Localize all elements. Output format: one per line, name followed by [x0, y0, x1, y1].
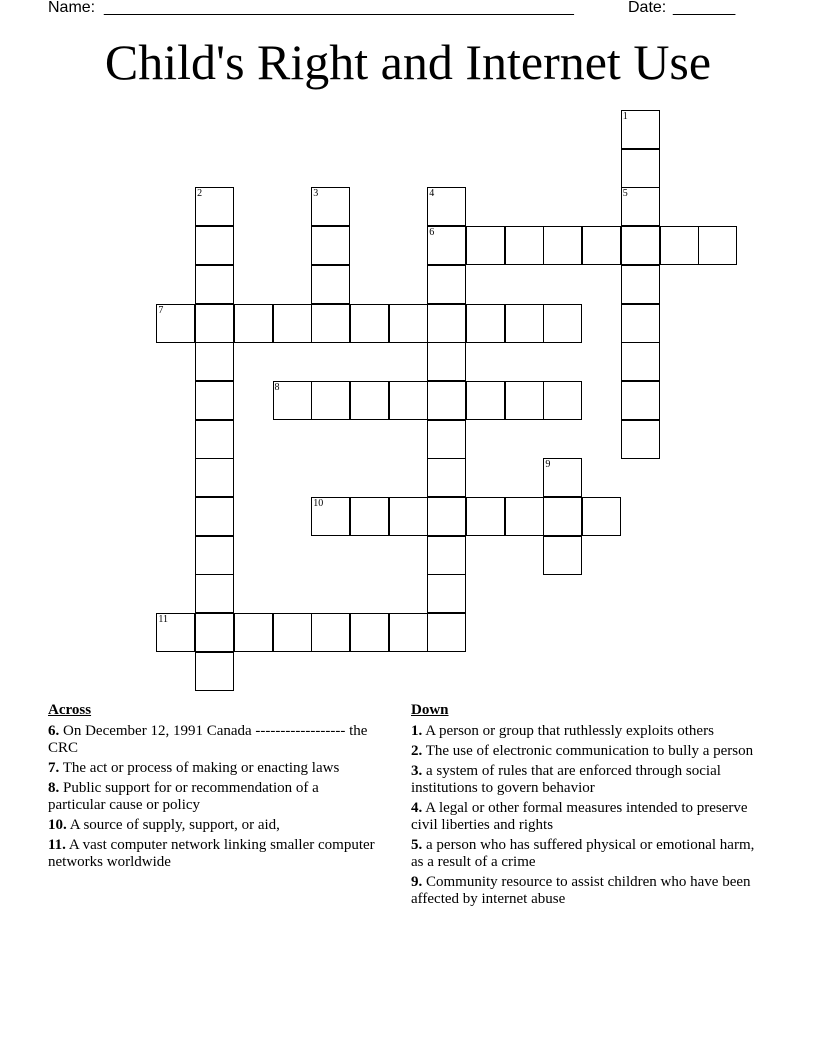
- grid-cell[interactable]: [543, 497, 582, 536]
- grid-cell[interactable]: [505, 381, 544, 420]
- clue-number: 4.: [411, 800, 423, 816]
- grid-cell[interactable]: [543, 304, 582, 343]
- clue-down-2: [411, 743, 756, 760]
- grid-cell[interactable]: [234, 613, 273, 652]
- grid-cell[interactable]: [389, 613, 428, 652]
- clue-text: A person or group that ruthlessly exploits others: [425, 723, 714, 739]
- grid-cell[interactable]: [234, 304, 273, 343]
- grid-cell[interactable]: [311, 265, 350, 304]
- clue-number: 10.: [48, 817, 67, 833]
- grid-cell[interactable]: [621, 110, 660, 149]
- grid-cell[interactable]: [195, 187, 234, 226]
- clue-number: 1.: [411, 723, 423, 739]
- grid-cell[interactable]: [195, 420, 234, 459]
- grid-cell[interactable]: [466, 304, 505, 343]
- grid-cell[interactable]: [505, 497, 544, 536]
- grid-cell[interactable]: [350, 613, 389, 652]
- grid-cell[interactable]: [311, 613, 350, 652]
- clue-across-6: [48, 723, 378, 757]
- cell-number: 10: [313, 498, 324, 509]
- grid-cell[interactable]: [621, 420, 660, 459]
- clue-number: 2.: [411, 743, 423, 759]
- grid-cell[interactable]: [427, 420, 466, 459]
- grid-cell[interactable]: [195, 304, 234, 343]
- clue-across-8: [48, 780, 378, 814]
- cell-number: 2: [197, 188, 203, 200]
- grid-cell[interactable]: [582, 226, 621, 265]
- grid-cell[interactable]: [621, 226, 660, 265]
- date-label: Date:: [628, 0, 667, 16]
- grid-cell[interactable]: [311, 304, 350, 343]
- clue-across-11: [48, 837, 378, 871]
- puzzle-title: Child's Right and Internet Use: [104, 34, 712, 90]
- clue-text: A legal or other formal measures intended to preserve civil liberties and rights: [411, 800, 748, 833]
- grid-cell[interactable]: [156, 613, 195, 652]
- cell-number: 4: [429, 188, 435, 200]
- clue-down-9: [411, 874, 756, 908]
- name-field-line[interactable]: ______________________________________________________: [104, 0, 574, 16]
- name-label: Name:: [48, 0, 96, 16]
- grid-cell[interactable]: [543, 226, 582, 265]
- grid-cell[interactable]: [389, 497, 428, 536]
- clue-number: 11.: [48, 837, 66, 853]
- cell-number: 3: [313, 188, 319, 200]
- clue-across-7: [48, 760, 378, 777]
- grid-cell[interactable]: [621, 304, 660, 343]
- cell-number: 5: [622, 188, 628, 200]
- grid-cell[interactable]: [311, 497, 350, 536]
- clue-text: A source of supply, support, or aid,: [69, 817, 280, 833]
- clue-number: 8.: [48, 780, 60, 796]
- clue-down-1: [411, 723, 756, 740]
- grid-cell[interactable]: [350, 497, 389, 536]
- grid-cell[interactable]: [273, 381, 312, 420]
- clue-down-5: [411, 837, 756, 871]
- clue-down-4: [411, 800, 756, 834]
- grid-cell[interactable]: [621, 187, 660, 226]
- date-field-line[interactable]: _______: [673, 0, 736, 16]
- grid-cell[interactable]: [195, 381, 234, 420]
- cell-number: 9: [545, 459, 551, 471]
- grid-cell[interactable]: [427, 497, 466, 536]
- grid-cell[interactable]: [466, 226, 505, 265]
- clue-text: Public support for or recommendation of a particular cause or policy: [48, 780, 319, 813]
- grid-cell[interactable]: [543, 381, 582, 420]
- grid-cell[interactable]: [195, 652, 234, 691]
- clue-number: 3.: [411, 763, 423, 779]
- grid-cell[interactable]: [698, 226, 737, 265]
- grid-cell[interactable]: [195, 574, 234, 613]
- grid-cell[interactable]: [427, 304, 466, 343]
- cell-number: 1: [622, 111, 628, 122]
- clue-text: The act or process of making or enacting laws: [62, 760, 340, 776]
- grid-cell[interactable]: [427, 536, 466, 575]
- down-heading: Down: [411, 702, 449, 718]
- across-clues: [48, 702, 378, 874]
- grid-cell[interactable]: [427, 342, 466, 381]
- grid-cell[interactable]: [195, 265, 234, 304]
- grid-cell[interactable]: [311, 187, 350, 226]
- cell-number: 6: [429, 227, 435, 239]
- clue-number: 9.: [411, 874, 423, 890]
- clue-text: a person who has suffered physical or emotional harm, as a result of a crime: [411, 837, 755, 870]
- clue-number: 7.: [48, 760, 60, 776]
- cell-number: 7: [158, 304, 164, 316]
- clue-text: The use of electronic communication to bully a person: [425, 743, 754, 759]
- grid-cell[interactable]: [311, 226, 350, 265]
- grid-cell[interactable]: [195, 613, 234, 652]
- across-heading: Across: [48, 702, 92, 718]
- grid-cell[interactable]: [350, 304, 389, 343]
- grid-cell[interactable]: [156, 304, 195, 343]
- clue-text: Community resource to assist children who have been affected by internet abuse: [411, 874, 751, 907]
- grid-cell[interactable]: [273, 613, 312, 652]
- grid-cell[interactable]: [466, 381, 505, 420]
- grid-cell[interactable]: [350, 381, 389, 420]
- grid-cell[interactable]: [195, 536, 234, 575]
- grid-cell[interactable]: [195, 342, 234, 381]
- grid-cell[interactable]: [621, 265, 660, 304]
- grid-cell[interactable]: [389, 304, 428, 343]
- grid-cell[interactable]: [621, 381, 660, 420]
- grid-cell[interactable]: [505, 304, 544, 343]
- clue-down-3: [411, 763, 756, 797]
- grid-cell[interactable]: [427, 265, 466, 304]
- clue-text: On December 12, 1991 Canada ------------------ the CRC: [48, 723, 368, 756]
- cell-number: 11: [158, 614, 169, 626]
- grid-cell[interactable]: [273, 304, 312, 343]
- clue-text: a system of rules that are enforced through social institutions to govern behavior: [411, 763, 721, 796]
- grid-cell[interactable]: [427, 458, 466, 497]
- clue-number: 6.: [48, 723, 60, 739]
- grid-cell[interactable]: [660, 226, 699, 265]
- grid-cell[interactable]: [427, 226, 466, 265]
- clue-across-10: [48, 817, 378, 834]
- grid-cell[interactable]: [427, 187, 466, 226]
- grid-cell[interactable]: [621, 342, 660, 381]
- grid-cell[interactable]: [311, 381, 350, 420]
- grid-cell[interactable]: [427, 574, 466, 613]
- grid-cell[interactable]: [466, 497, 505, 536]
- grid-cell[interactable]: [427, 381, 466, 420]
- clue-number: 5.: [411, 837, 423, 853]
- cell-number: 8: [274, 381, 280, 393]
- grid-cell[interactable]: [427, 613, 466, 652]
- grid-cell[interactable]: [195, 226, 234, 265]
- clue-text: A vast computer network linking smaller computer networks worldwide: [48, 837, 375, 870]
- grid-cell[interactable]: [582, 497, 621, 536]
- grid-cell[interactable]: [195, 458, 234, 497]
- grid-cell[interactable]: [621, 149, 660, 188]
- grid-cell[interactable]: [505, 226, 544, 265]
- down-clues: [411, 702, 756, 911]
- grid-cell[interactable]: [543, 458, 582, 497]
- grid-cell[interactable]: [389, 381, 428, 420]
- grid-cell[interactable]: [195, 497, 234, 536]
- grid-cell[interactable]: [543, 536, 582, 575]
